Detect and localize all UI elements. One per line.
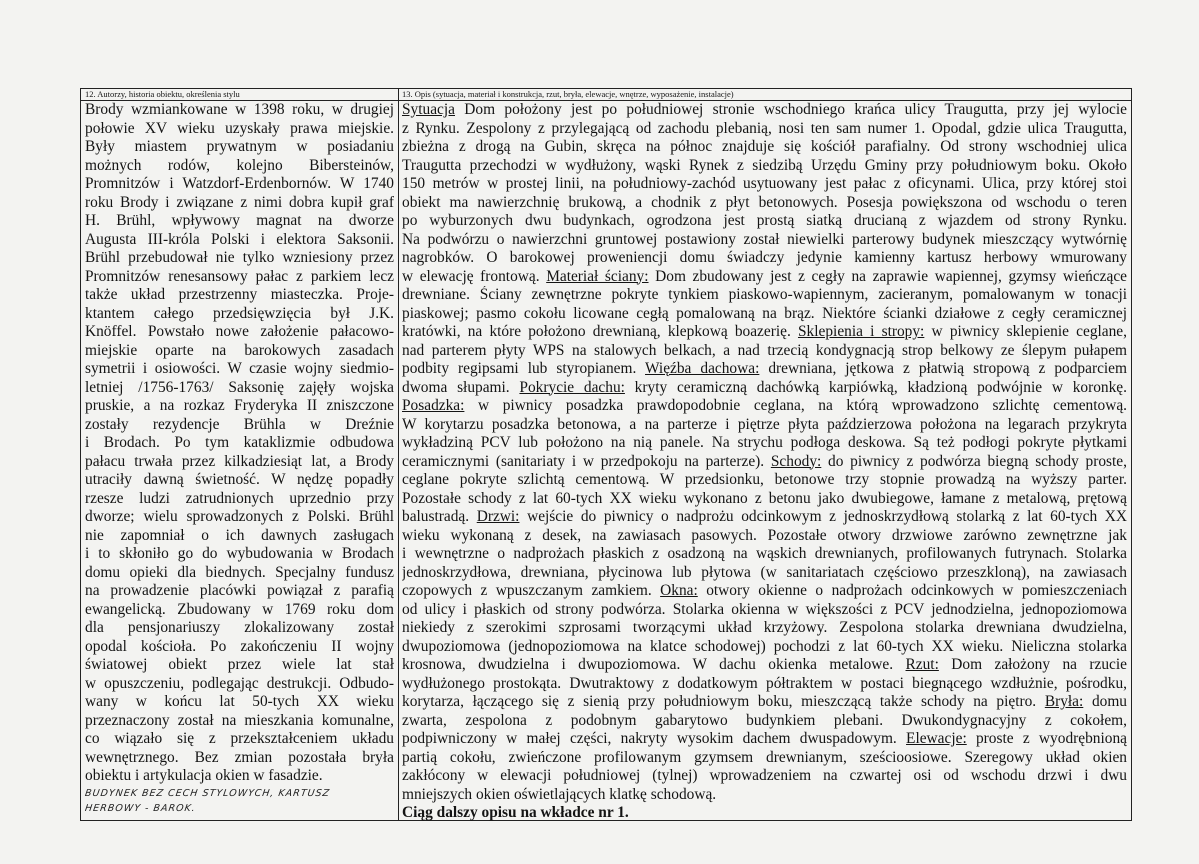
text-segment: drewniana, jętkowa z płatwią stropową z podparciem (759, 360, 1127, 377)
handwritten-note (81, 786, 398, 816)
text-line (402, 212, 1127, 231)
text-line (402, 730, 1127, 749)
text-line (402, 767, 1127, 786)
section-label: Schody: (770, 452, 822, 470)
text-segment: krosnowa, dwudzielna i dwupoziomowa. W dachu okienka metalowe. (402, 656, 906, 673)
text-segment: nagrobków. O barokowej proweniencji domu świadczy jedynie kamienny kartusz herbowy wmurowany (402, 249, 1127, 266)
text-line (402, 471, 1127, 490)
text-line (402, 434, 1127, 453)
text-line: Brühl przebudował nie tylko wzniesiony przez (85, 249, 394, 266)
text-segment: piaskowej; pasmo cokołu licowane cegłą pomalowaną na brąz. Niektóre ścianki działowe z cegły ceramicznej (402, 304, 1127, 322)
text-segment: wydłużonego prostokąta. Dwutraktowy z dodatkowym półtraktem w postaci biegnącego wzdłużnie, pośrodku, (402, 674, 1127, 692)
text-segment: balustradą. (402, 508, 477, 525)
text-segment: jednoskrzydłowa, drewniana, płycinowa lub płytowa (w sanitariatach częściowo przeszkloną), na zawiasach (402, 563, 1127, 581)
text-line: Knöffel. Powstało nowe założenie pałacowo- (85, 323, 394, 340)
section-label: Drzwi: (476, 508, 520, 525)
text-line: opodal kościoła. Po zakończeniu II wojny (85, 637, 394, 655)
text-line: przeznaczony został na mieszkania komunalne, (85, 711, 394, 729)
text-line: i Brodach. Po tym kataklizmie odbudowa (85, 434, 394, 451)
text-line (402, 453, 1127, 472)
text-line: Promnitzów i Watzdorf-Erdenbornów. W 1740 (85, 175, 394, 192)
text-segment: wykładziną PCV lub położono na nią panele. Na strychu podłoga deskowa. Są też podłogi pokryte płytkami (402, 434, 1127, 451)
text-line: wany w końcu lat 50-tych XX wieku (85, 693, 394, 710)
text-segment: podpiwniczony w małej części, nakryty wysokim dachem dwuspadowym. (402, 730, 907, 747)
text-line (402, 786, 1127, 805)
text-line (402, 268, 1127, 287)
text-line (402, 638, 1127, 657)
text-segment: kryty ceramiczną dachówką karpiówką, kładzioną podwójnie w koronkę. (624, 378, 1127, 396)
text-line: zostały rezydencje Brühla w Dreźnie (85, 415, 394, 433)
text-segment: Dom położony jest po południowej stronie wschodniego krańca ulicy Traugutta, przy jej wylocie (455, 101, 1127, 118)
text-segment: otwory okienne o nadprożach odcinkowych w pomieszczeniach (697, 582, 1127, 599)
history-text (81, 101, 398, 786)
text-segment: 150 metrów w prostej linii, na południowy-zachód usytuowany jest pałac z oficynami. Ulica, przy której stoi (402, 175, 1127, 192)
handwritten-line: BUDYNEK BEZ CECH STYLOWYCH, KARTUSZ (84, 787, 331, 799)
text-segment: proste z wyodrębnioną (966, 730, 1127, 747)
text-line: i to skłoniło go do wybudowania w Brodach (85, 545, 394, 562)
section-label: Pokrycie dachu: (519, 378, 625, 396)
text-line: roku Brody i związane z nimi dobra kupił graf (85, 193, 394, 211)
text-line (402, 379, 1127, 398)
text-line (402, 305, 1127, 324)
text-line (402, 675, 1127, 694)
text-line (402, 101, 1127, 120)
text-segment: zbieżna z drogą na Gubin, skręca na północ znajduje się kościół parafialny. Od strony wschodniej ulica (402, 138, 1127, 155)
section-label: Elewacje: (906, 730, 967, 747)
text-line: połowie XV wieku uzyskały prawa miejskie. (85, 119, 394, 137)
text-line: letniej /1756-1763/ Saksonię zajęły wojska (85, 378, 394, 396)
text-line (402, 286, 1127, 305)
text-line: ktantem całego przedsięwzięcia był J.K. (85, 304, 394, 322)
text-segment: dwupoziomowa (jednopoziomowa na klatce schodowej) pochodzi z lat 60-tych XX wieku. Nieliczna stolarka (402, 637, 1127, 655)
text-line (402, 527, 1127, 546)
record-card-table (80, 88, 1132, 821)
text-line: dworze; wielu sprowadzonych z Polski. Brühl (85, 508, 394, 525)
text-line: światowej obiekt przez wiele lat stał (85, 656, 394, 673)
text-segment: obiekt ma nawierzchnię brukową, a chodnik z płyt betonowych. Posesja powiększona od wschodu o teren (402, 193, 1127, 211)
text-segment: W korytarzu posadzka betonowa, a na parterze i piętrze płyta paździerzowa położona na legarach przykryta (402, 415, 1127, 433)
description-column-header: 13. Opis (sytuacja, materiał i konstrukcja, rzut, bryła, elewacje, wnętrze, wyposażenie, instalacje) (398, 89, 1131, 101)
text-line (402, 194, 1127, 213)
section-label: Materiał ściany: (546, 267, 649, 285)
text-line (402, 397, 1127, 416)
text-line (402, 175, 1127, 194)
text-line: dla pensjonariuszy zlokalizowany został (85, 619, 394, 636)
text-segment: ceglane pokryte szlichtą cementową. W przedsionku, betonowe trzy stopnie prowadzą na wyższy parter. (402, 471, 1127, 488)
text-line (402, 656, 1127, 675)
text-line (402, 249, 1127, 268)
text-segment: z Rynku. Zespolony z przylegającą od zachodu plebanią, nosi ten sam numer 1. Opodal, gdzie ulica Traugutta, (402, 119, 1127, 137)
text-line (402, 582, 1127, 601)
text-line: rzesze ludzi zatrudnionych uprzednio przy (85, 489, 394, 507)
section-label: Okna: (660, 582, 698, 599)
text-line (402, 323, 1127, 342)
text-line (402, 619, 1127, 638)
text-segment: wieku wykonaną z desek, na zawiasach pasowych. Pozostałe otwory drzwiowe zarówno zewnętrzne jak (402, 526, 1127, 544)
text-line (402, 749, 1127, 768)
history-column (81, 89, 399, 820)
description-text (398, 101, 1131, 804)
text-line (402, 712, 1127, 731)
text-segment: dwoma słupami. (402, 378, 520, 396)
handwritten-line: HERBOWY - BAROK. (84, 802, 197, 814)
text-line (402, 138, 1127, 157)
text-segment: Pozostałe schody z lat 60-tych XX wieku wykonano z betonu jako dwubiegowe, łamane z metalową, prętową (402, 489, 1127, 507)
text-segment: drewniane. Ściany zewnętrzne pokryte tynkiem piaskowo-wapiennym, zacieranym, pomalowanym w tonacji (402, 286, 1127, 303)
text-line: możnych rodów, kolejno Bibersteinów, (85, 156, 394, 174)
text-segment: zakłócony w elewacji południowej (tylnej) wprowadzeniem na czwartej osi od wschodu drzwi i dwu (402, 767, 1127, 784)
text-segment: do piwnicy z podwórza biegną schody proste, (821, 452, 1127, 470)
text-line: także układ przestrzenny miasteczka. Proje- (85, 286, 394, 303)
text-line (402, 693, 1127, 712)
text-segment: korytarza, łączącego się z sienią przy południowym boku, mieszczącą także schody na piętro. (402, 693, 1045, 710)
text-segment: partią cokołu, zwieńczone profilowanym gzymsem drewnianym, sześcioosiowe. Szeregowy układ okien (402, 748, 1127, 766)
history-column-header: 12. Autorzy, historia obiektu, określenia stylu (81, 89, 398, 101)
text-segment: w piwnicy posadzka prawdopodobnie ceglana, na którą wprowadzono szlichtę cementową. (464, 397, 1127, 414)
text-line: domu opieki dla biednych. Specjalny fundusz (85, 563, 394, 581)
text-line: pruskie, a na rozkaz Fryderyka II zniszczone (85, 397, 394, 414)
section-label: Sytuacja (402, 101, 455, 118)
text-line (402, 416, 1127, 435)
text-segment: wejście do piwnicy o nadprożu odcinkowym z jednoskrzydłową stolarką z lat 60-tych XX (519, 508, 1127, 525)
text-line: Augusta III-króla Polski i elektora Saksonii. (85, 230, 394, 248)
description-column (398, 89, 1131, 820)
text-line: miejskie oparte na barokowych zasadach (85, 341, 394, 359)
text-line (402, 508, 1127, 527)
text-segment: zwarta, zespolona z podobnym gabarytowo budynkiem plebani. Dwukondygnacyjny z cokołem, (402, 711, 1127, 729)
text-segment: nad parterem płyty WPS na stalowych belkach, a nad trzecią kondygnacją strop belkowy ze ślepym pułapem (402, 341, 1127, 359)
section-label: Posadzka: (402, 397, 465, 414)
text-line (402, 342, 1127, 361)
text-line (402, 564, 1127, 583)
text-line (402, 601, 1127, 620)
text-segment: ceramicznymi (sanitariaty i w przedpokoju na parterze). (402, 452, 771, 470)
text-segment: i wewnętrzne o nadprożach płaskich z osadzoną na wąskich drewnianych, profilowanych futrynach. Stolarka (402, 545, 1127, 562)
text-line: Były miastem prywatnym w posiadaniu (85, 138, 394, 155)
text-line (402, 120, 1127, 139)
text-line (402, 360, 1127, 379)
text-line: H. Brühl, wpływowy magnat na dworze (85, 212, 394, 229)
text-segment: w piwnicy sklepienie ceglane, (924, 323, 1127, 340)
text-line: co wiązało się z przekształceniem układu (85, 730, 394, 747)
text-segment: niekiedy z szerokimi szprosami tworzącymi układ krzyżowy. Zespolona stolarka drewniana dwudzielna, (402, 619, 1127, 636)
text-line: nie zapomniał o ich dawnych zasługach (85, 526, 394, 544)
text-line: wewnętrznego. Bez zmian pozostała bryła (85, 748, 394, 766)
text-line: obiektu i artykulacja okien w fasadzie. (85, 767, 323, 784)
text-segment: Dom zbudowany jest z cegły na zaprawie wapiennej, gzymsy wieńczące (648, 267, 1127, 285)
text-segment: Dom założony na rzucie (938, 656, 1127, 673)
text-line: na prowadzenie placówki powiązał z parafią (85, 582, 394, 599)
text-line (402, 231, 1127, 250)
text-line: Promnitzów renesansowy pałac z parkiem lecz (85, 267, 394, 285)
text-segment: Na podwórzu o nawierzchni gruntowej postawiony został niewielki parterowy budynek mieszczący wytwórnię (402, 230, 1127, 248)
text-segment: mniejszych okien oświetlających klatkę schodową. (402, 785, 717, 803)
text-segment: po wyburzonych dwu budynkach, ogrodzona jest prostą siatką drucianą z wjazdem od strony Rynku. (402, 212, 1127, 229)
text-line (402, 157, 1127, 176)
text-segment: kratówki, na które położono drewnianą, klepkową boazerię. (402, 323, 798, 340)
text-line (402, 490, 1127, 509)
continuation-note: Ciąg dalszy opisu na wkładce nr 1. (402, 804, 629, 821)
text-segment: od ulicy i płaskich od strony podwórza. Stolarka okienna w większości z PCV jednodzielna, jednopoziomowa (402, 600, 1127, 618)
section-label: Więźba dachowa: (645, 360, 760, 377)
text-segment: domu (1083, 693, 1127, 710)
text-segment: podbity regipsami lub styropianem. (402, 360, 646, 377)
text-line: w opuszczeniu, podlegając destrukcji. Odbudo- (85, 674, 394, 692)
text-segment: czopowych z wpuszczanym zamkiem. (402, 582, 661, 599)
section-label: Sklepienia i stropy: (797, 323, 925, 340)
text-line: utraciły dawną świetność. W nędzę popadły (85, 471, 394, 488)
text-segment: w elewację frontową. (402, 267, 547, 285)
text-line (402, 545, 1127, 564)
text-line: symetrii i osiowości. W czasie wojny siedmio- (85, 360, 394, 377)
section-label: Rzut: (905, 656, 939, 673)
text-line: ewangelicką. Zbudowany w 1769 roku dom (85, 600, 394, 618)
section-label: Bryła: (1044, 693, 1084, 710)
text-line: Brody wzmiankowane w 1398 roku, w drugiej (85, 101, 394, 118)
text-line: pałacu trwała przez kilkadziesiąt lat, a Brody (85, 452, 394, 470)
text-segment: Traugutta przechodzi w wydłużony, wąski Rynek z siedzibą Urzędu Gminy przy południowym boku. Około (402, 156, 1127, 174)
